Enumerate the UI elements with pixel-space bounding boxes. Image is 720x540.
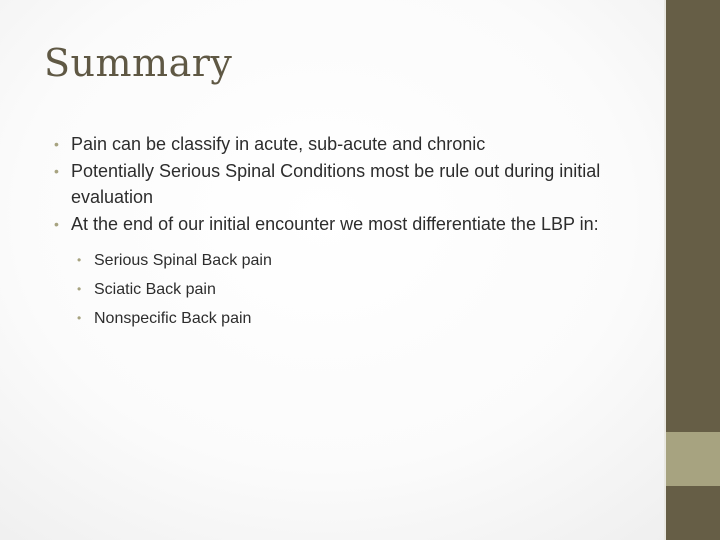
bullet-text: Pain can be classify in acute, sub-acute and chronic xyxy=(71,134,486,154)
sub-bullet-text: Serious Spinal Back pain xyxy=(94,252,272,269)
bullet-text: Potentially Serious Spinal Conditions most be rule out during initial evaluation xyxy=(71,161,601,207)
sub-bullet-dot-icon: • xyxy=(77,311,82,325)
sub-bullet-text: Sciatic Back pain xyxy=(94,281,216,298)
bullet-text: At the end of our initial encounter we most differentiate the LBP in: xyxy=(71,214,599,234)
bullet-item xyxy=(52,131,642,157)
sub-bullet-item xyxy=(71,275,642,304)
slide-title: Summary xyxy=(44,41,233,85)
sub-bullet-dot-icon: • xyxy=(77,282,82,296)
sub-bullet-dot-icon: • xyxy=(77,253,82,267)
sub-bullet-item xyxy=(71,304,642,333)
sub-bullet-list xyxy=(71,246,642,333)
bullet-dot-icon: • xyxy=(54,136,59,152)
bullet-item xyxy=(52,158,642,210)
right-accent-block xyxy=(666,432,720,486)
bullet-item xyxy=(52,211,642,333)
bullet-dot-icon: • xyxy=(54,163,59,179)
bullet-dot-icon: • xyxy=(54,216,59,232)
sub-bullet-text: Nonspecific Back pain xyxy=(94,310,252,327)
sub-bullet-item xyxy=(71,246,642,275)
bullet-list xyxy=(52,131,642,334)
